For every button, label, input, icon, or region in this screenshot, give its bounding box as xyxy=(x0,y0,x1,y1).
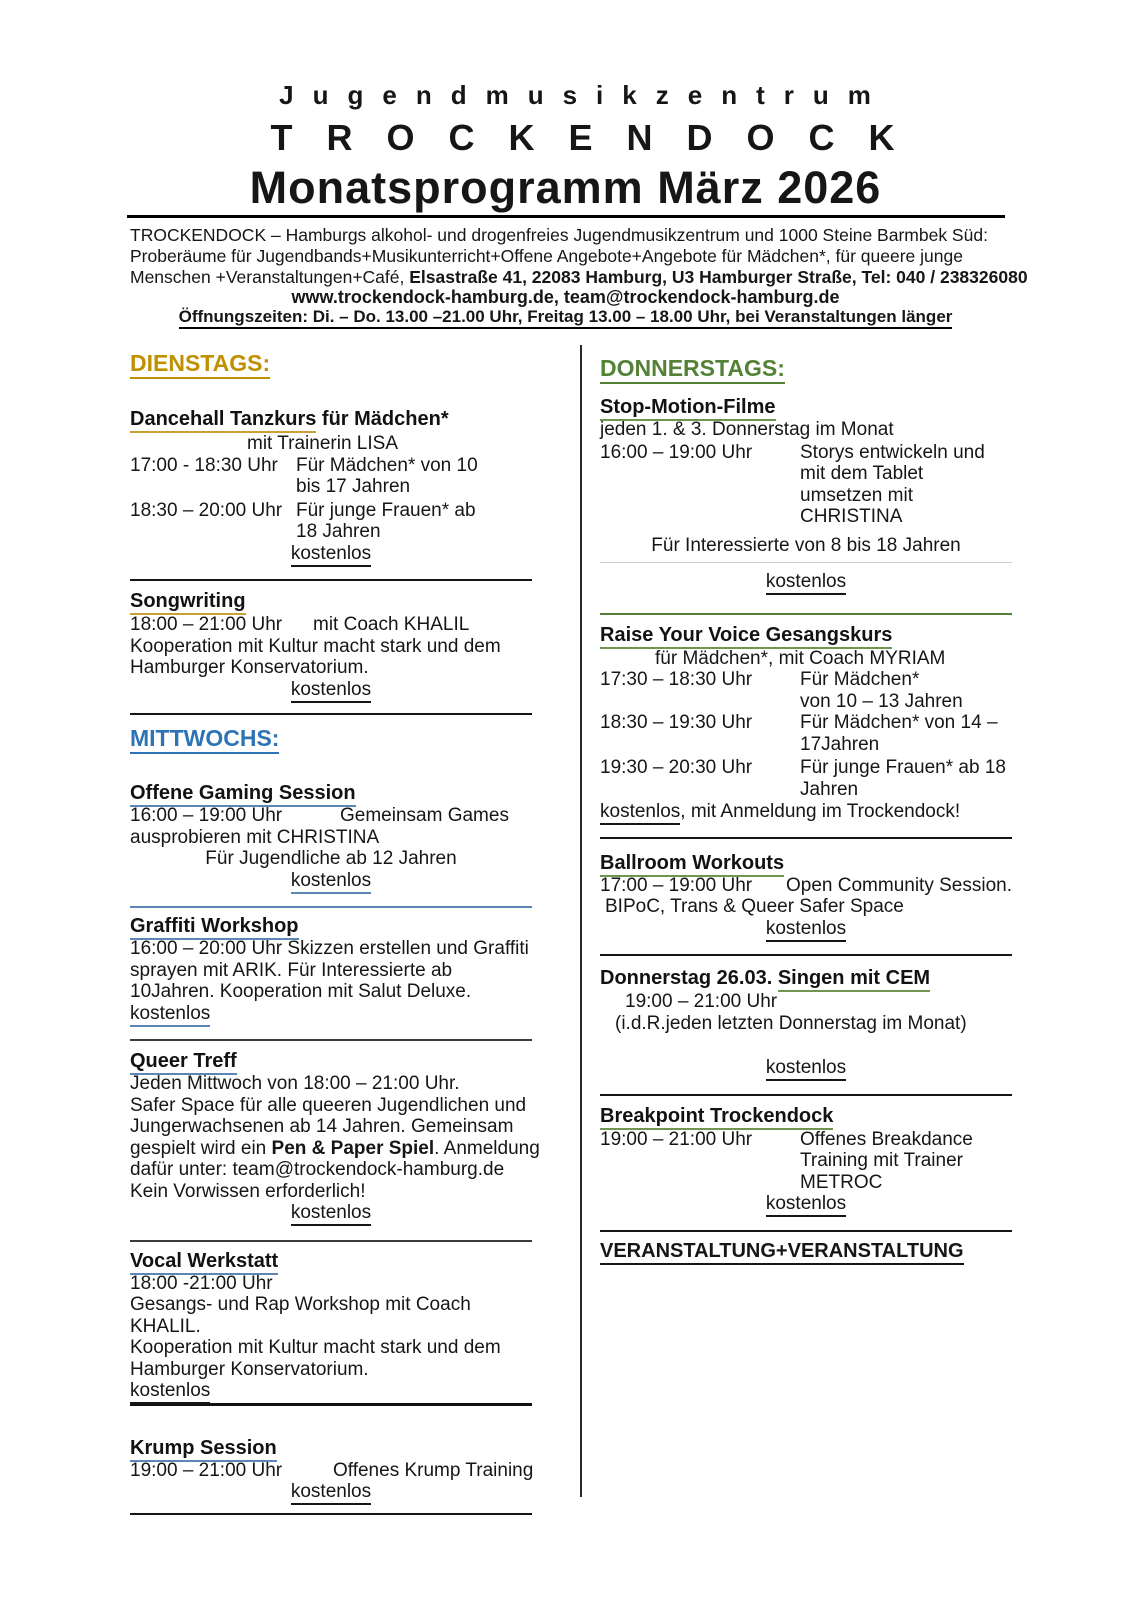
brand-name: TROCKENDOCK xyxy=(270,117,929,158)
vocal-free: kostenlos xyxy=(130,1380,532,1406)
veranstaltung-heading: VERANSTALTUNG+VERANSTALTUNG xyxy=(600,1240,1012,1263)
ballroom-row xyxy=(600,875,1012,897)
event-title-singen-mit-cem: Donnerstag 26.03. Singen mit CEM xyxy=(600,966,1012,990)
songwriting-line-3: Hamburger Konservatorium. xyxy=(130,657,369,678)
raise-row-1 xyxy=(600,669,1012,712)
event-title-stop-motion: Stop-Motion-Filme xyxy=(600,395,1012,419)
row-desc: Für Mädchen* von 10 – 13 Jahren xyxy=(800,669,963,712)
section-divider xyxy=(600,613,1012,615)
dancehall-row-2 xyxy=(130,500,532,543)
queer-line-6: Kein Vorwissen erforderlich! xyxy=(130,1180,366,1202)
graffiti-line-1: 16:00 – 20:00 Uhr Skizzen erstellen und Graffiti xyxy=(130,938,529,959)
page-title: Monatsprogramm März 2026 xyxy=(249,162,882,213)
time-range: 17:30 – 18:30 Uhr xyxy=(600,669,753,690)
row-desc: mit Coach KHALIL xyxy=(313,614,470,635)
stop-motion-sub: jeden 1. & 3. Donnerstag im Monat xyxy=(600,419,894,440)
section-divider xyxy=(130,579,532,581)
gaming-row xyxy=(130,805,532,827)
dancehall-free: kostenlos xyxy=(130,543,532,565)
section-divider xyxy=(130,906,532,908)
vocal-line-1: 18:00 -21:00 Uhr xyxy=(130,1272,273,1294)
section-divider xyxy=(600,837,1012,839)
section-divider xyxy=(600,1094,1012,1096)
intro-line-2: Proberäume für Jugendbands+Musikunterricht+Offene Angebote+Angebote für Mädchen*, für queere junge xyxy=(130,245,963,266)
vocal-line-3: KHALIL. xyxy=(130,1315,201,1337)
column-thursday xyxy=(600,355,1012,1263)
gaming-line-2: ausprobieren mit CHRISTINA xyxy=(130,826,380,848)
row-desc: Für junge Frauen* ab 18 Jahren xyxy=(800,757,1006,800)
dancehall-row-1 xyxy=(130,455,532,498)
vocal-line-2: Gesangs- und Rap Workshop mit Coach xyxy=(130,1294,471,1315)
header-rule xyxy=(127,215,1005,218)
queer-line-4: gespielt wird ein Pen & Paper Spiel. Anmeldung xyxy=(130,1137,540,1159)
event-title-ballroom: Ballroom Workouts xyxy=(600,851,1012,875)
event-title-queer-treff: Queer Treff xyxy=(130,1049,532,1073)
row-desc: Gemeinsam Games xyxy=(340,805,509,826)
address-text: Elsastraße 41, 22083 Hamburg, U3 Hamburger Straße, Tel: 040 / 238326080 xyxy=(409,266,1028,287)
row-desc: Offenes Krump Training xyxy=(333,1459,534,1481)
stop-motion-free: kostenlos xyxy=(600,571,1012,593)
intro-paragraph xyxy=(130,225,1028,287)
songwriting-free: kostenlos xyxy=(130,679,532,701)
opening-hours xyxy=(0,307,1131,327)
queer-line-3: Jungerwachsenen ab 14 Jahren. Gemeinsam xyxy=(130,1116,514,1137)
time-range: 18:30 – 19:30 Uhr xyxy=(600,712,753,733)
time-range: 19:00 – 21:00 Uhr xyxy=(600,1128,753,1150)
org-name: Jugendmusikzentrum xyxy=(279,80,890,110)
event-title-graffiti: Graffiti Workshop xyxy=(130,914,532,938)
time-range: 17:00 – 19:00 Uhr xyxy=(600,874,753,896)
krump-row xyxy=(130,1460,532,1482)
ballroom-line-2: BIPoC, Trans & Queer Safer Space xyxy=(605,896,904,917)
event-title-breakpoint: Breakpoint Trockendock xyxy=(600,1104,1012,1128)
vocal-line-5: Hamburger Konservatorium. xyxy=(130,1358,369,1380)
cem-free: kostenlos xyxy=(600,1057,1012,1079)
intro-line-3 xyxy=(130,266,1028,288)
section-divider xyxy=(600,1230,1012,1232)
songwriting-line-2: Kooperation mit Kultur macht stark und dem xyxy=(130,635,501,657)
time-range: 19:00 – 21:00 Uhr xyxy=(130,1459,283,1481)
vocal-line-4: Kooperation mit Kultur macht stark und dem xyxy=(130,1337,501,1358)
raise-row-2 xyxy=(600,712,1012,755)
event-title-raise-your-voice: Raise Your Voice Gesangskurs xyxy=(600,623,1012,647)
section-divider xyxy=(130,1240,532,1242)
breakpoint-row xyxy=(600,1129,1012,1194)
opening-hours-text: Öffnungszeiten: Di. – Do. 13.00 –21.00 Uhr, Freitag 13.00 – 18.00 Uhr, bei Veranstaltungen länger xyxy=(179,307,953,329)
event-title-songwriting: Songwriting xyxy=(130,589,532,613)
time-range: 16:00 – 19:00 Uhr xyxy=(600,441,753,463)
row-desc: Storys entwickeln und mit dem Tablet umsetzen mit CHRISTINA xyxy=(800,441,985,527)
time-range: 17:00 - 18:30 Uhr xyxy=(130,454,278,476)
ballroom-free: kostenlos xyxy=(600,918,1012,940)
time-range: 18:30 – 20:00 Uhr xyxy=(130,499,283,521)
graffiti-line-2: sprayen mit ARIK. Für Interessierte ab xyxy=(130,959,453,981)
graffiti-free: kostenlos xyxy=(130,1003,532,1025)
cem-line-2: (i.d.R.jeden letzten Donnerstag im Monat) xyxy=(615,1012,967,1034)
event-title-dancehall: Dancehall Tanzkurs für Mädchen* xyxy=(130,407,532,431)
event-title-vocal: Vocal Werkstatt xyxy=(130,1249,532,1273)
raise-free: kostenlos, mit Anmeldung im Trockendock! xyxy=(600,801,1012,823)
gaming-free: kostenlos xyxy=(130,870,532,892)
faint-divider xyxy=(600,562,1012,563)
column-bottom-rule xyxy=(130,1513,532,1515)
column-tuesday-wednesday xyxy=(130,350,540,1515)
section-heading-dienstags: DIENSTAGS: xyxy=(130,350,532,376)
row-desc: Für junge Frauen* ab 18 Jahren xyxy=(296,499,476,542)
graffiti-line-3: 10Jahren. Kooperation mit Salut Deluxe. xyxy=(130,981,472,1002)
row-desc: Für Mädchen* von 10 bis 17 Jahren xyxy=(296,454,478,497)
event-title-krump: Krump Session xyxy=(130,1436,532,1460)
time-range: 19:30 – 20:30 Uhr xyxy=(600,757,753,778)
krump-free: kostenlos xyxy=(130,1481,532,1503)
row-desc: Offenes Breakdance Training mit Trainer METROC xyxy=(800,1128,973,1193)
raise-row-3 xyxy=(600,757,1012,800)
section-heading-donnerstags: DONNERSTAGS: xyxy=(600,355,1012,381)
section-divider xyxy=(130,1039,532,1041)
queer-line-1: Jeden Mittwoch von 18:00 – 21:00 Uhr. xyxy=(130,1073,460,1094)
section-divider xyxy=(130,713,532,715)
cem-line-1: 19:00 – 21:00 Uhr xyxy=(625,991,778,1012)
section-divider xyxy=(600,954,1012,956)
stop-motion-audience: Für Interessierte von 8 bis 18 Jahren xyxy=(651,534,961,556)
row-desc: Für Mädchen* von 14 – 17Jahren xyxy=(800,712,998,755)
row-desc: Open Community Session. xyxy=(786,874,1012,896)
intro-line-1: TROCKENDOCK – Hamburgs alkohol- und drogenfreies Jugendmusikzentrum und 1000 Steine Barmbek Süd: xyxy=(130,225,988,245)
dancehall-trainer: mit Trainerin LISA xyxy=(247,433,398,454)
stop-motion-row xyxy=(600,442,1012,528)
time-range: 16:00 – 19:00 Uhr xyxy=(130,805,283,826)
event-title-gaming: Offene Gaming Session xyxy=(130,781,532,805)
time-range: 18:00 – 21:00 Uhr xyxy=(130,614,283,635)
section-heading-mittwochs: MITTWOCHS: xyxy=(130,725,532,751)
breakpoint-free: kostenlos xyxy=(600,1193,1012,1215)
songwriting-row xyxy=(130,614,532,636)
intro-line-3-text: Menschen +Veranstaltungen+Café, xyxy=(130,266,410,287)
queer-free: kostenlos xyxy=(130,1202,532,1224)
pen-and-paper-highlight: Pen & Paper Spiel xyxy=(271,1137,435,1159)
queer-line-2: Safer Space für alle queeren Jugendlichen und xyxy=(130,1094,527,1116)
queer-line-5: dafür unter: team@trockendock-hamburg.de xyxy=(130,1159,505,1180)
column-divider xyxy=(580,345,582,1497)
raise-sub: für Mädchen*, mit Coach MYRIAM xyxy=(655,647,946,669)
gaming-audience: Für Jugendliche ab 12 Jahren xyxy=(205,848,457,869)
contact-line: www.trockendock-hamburg.de, team@trockendock-hamburg.de xyxy=(291,287,840,307)
